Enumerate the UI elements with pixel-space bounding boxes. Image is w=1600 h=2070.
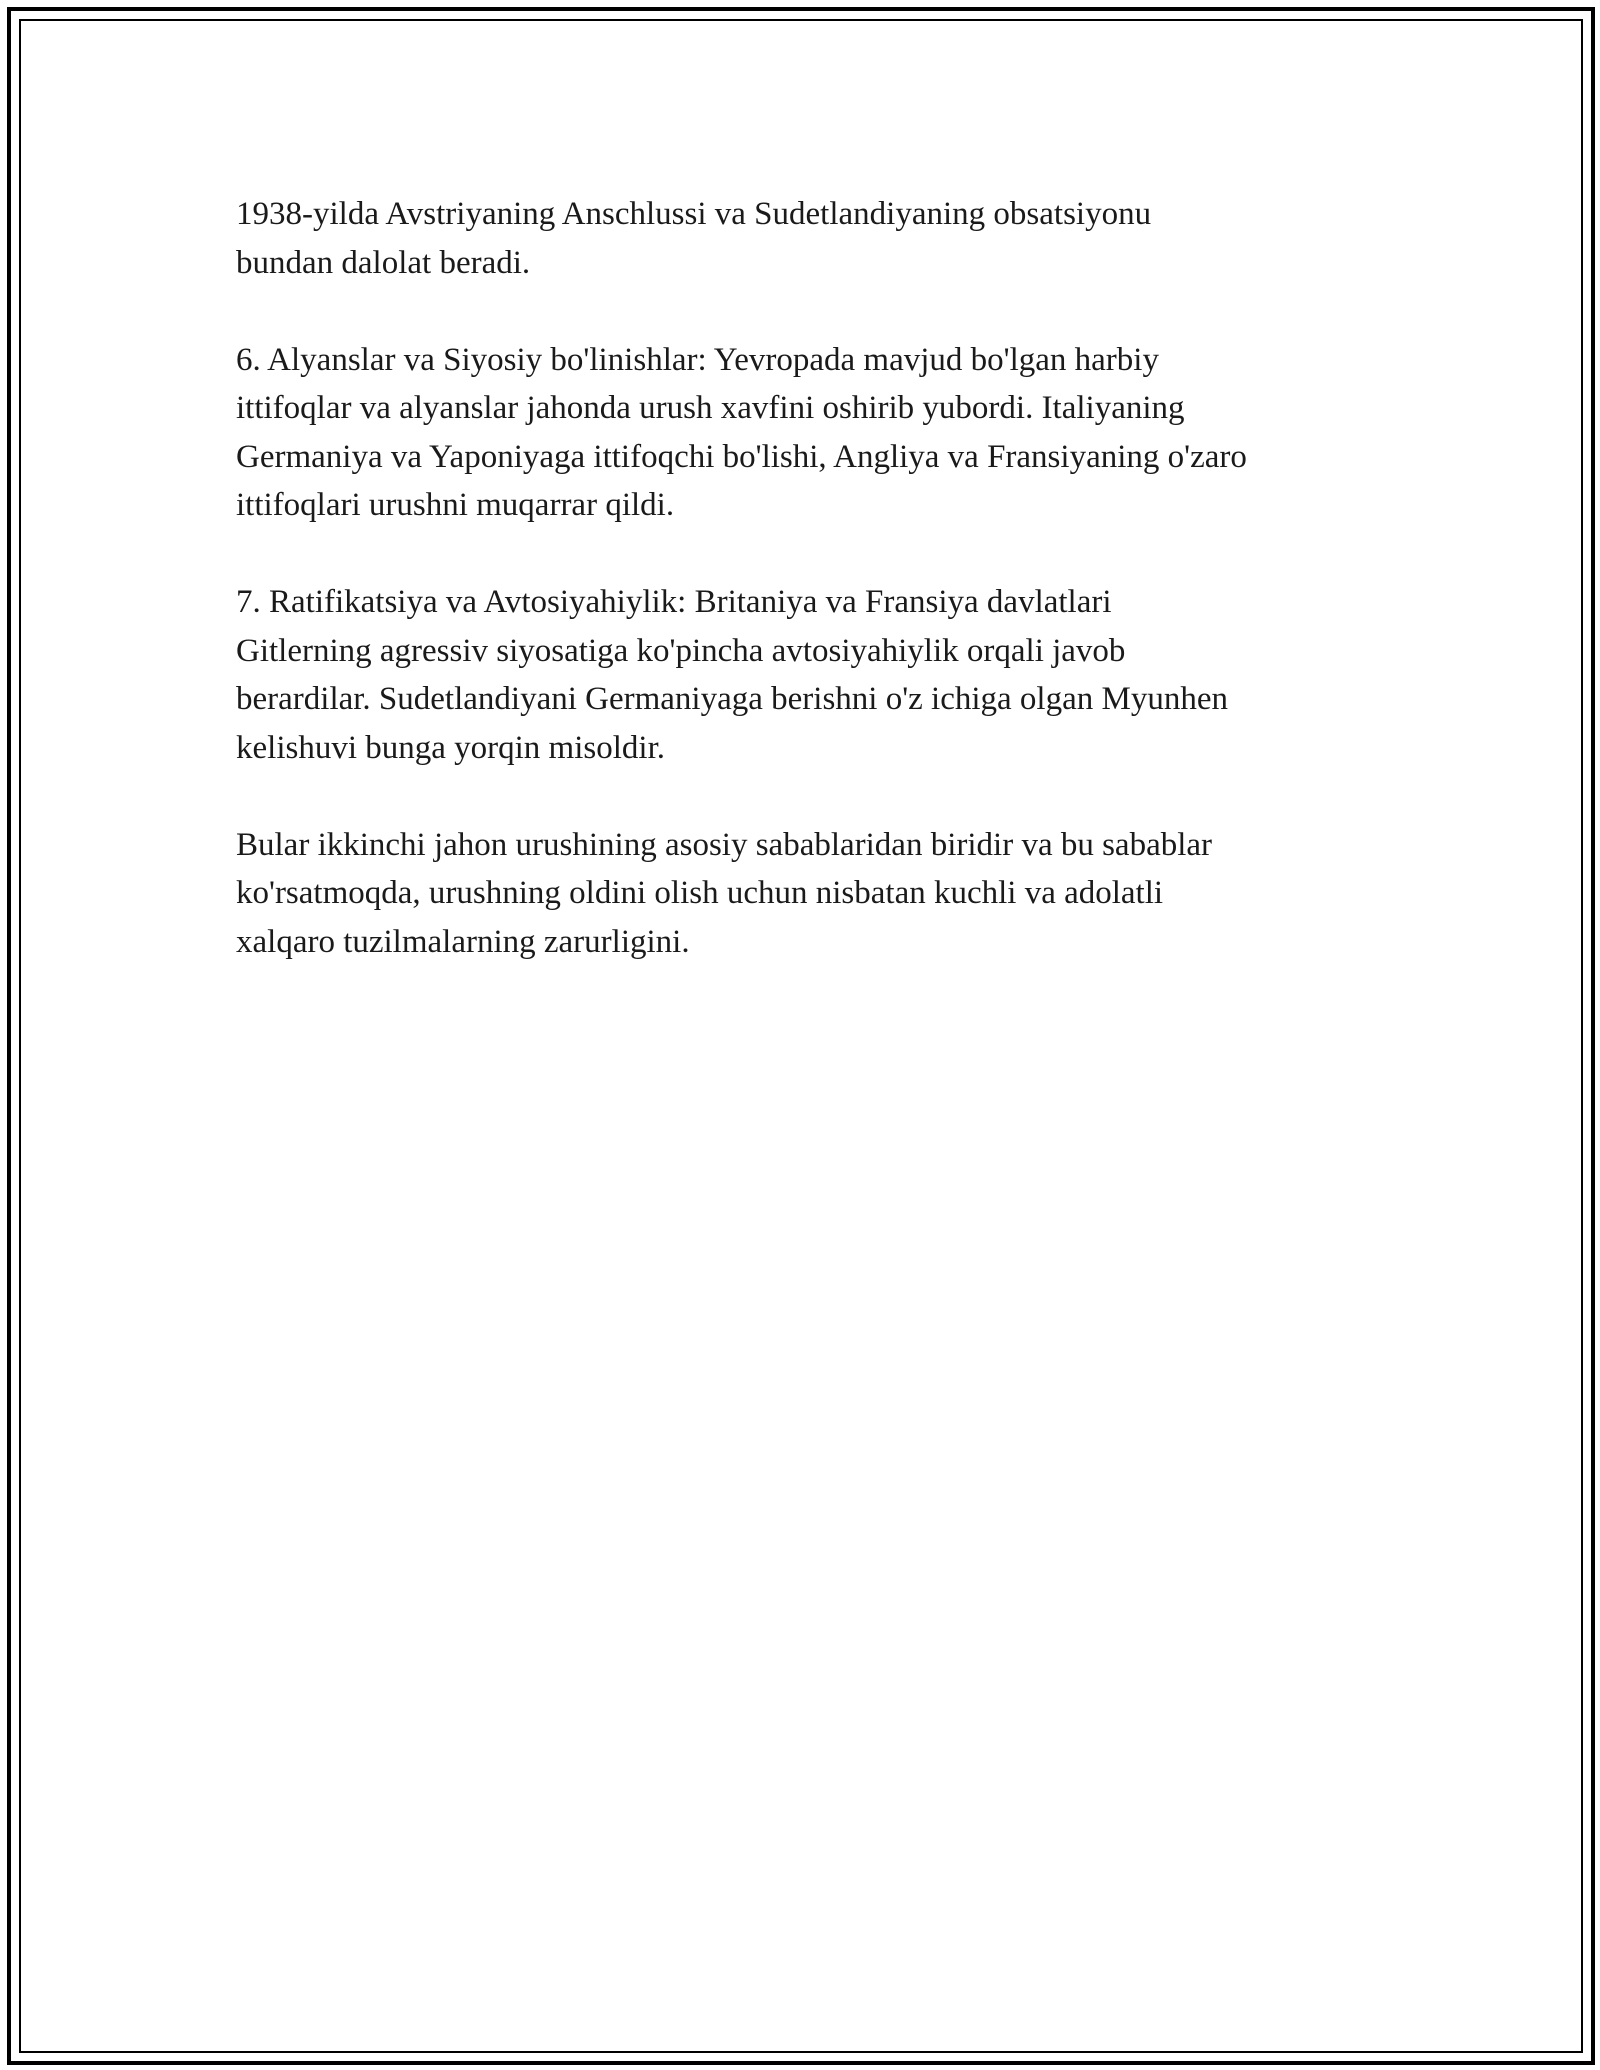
text-line: Bular ikkinchi jahon urushining asosiy sabablaridan biridir va bu sabablar (236, 826, 1213, 863)
text-line: 7. Ratifikatsiya va Avtosiyahiylik: Britaniya va Fransiya davlatlari (236, 584, 1112, 620)
paragraph-conclusion (236, 821, 1386, 967)
paragraph-continuation (236, 190, 1386, 287)
text-line: bundan dalolat beradi. (236, 244, 531, 281)
text-line: ko'rsatmoqda, urushning oldini olish uchun nisbatan kuchli va adolatli (236, 875, 1164, 911)
text-line: 1938-yilda Avstriyaning Anschlussi va Sudetlandiyaning obsatsiyonu (236, 196, 1152, 232)
paragraph-alliances (236, 336, 1386, 530)
text-line: kelishuvi bunga yorqin misoldir. (236, 729, 665, 766)
paragraph-appeasement (236, 578, 1386, 772)
document-body (236, 190, 1386, 966)
text-line: xalqaro tuzilmalarning zarurligini. (236, 923, 690, 960)
text-line: Germaniya va Yaponiyaga ittifoqchi bo'lishi, Angliya va Fransiyaning o'zaro (236, 438, 1247, 475)
text-line: ittifoqlar va alyanslar jahonda urush xavfini oshirib yubordi. Italiyaning (236, 390, 1185, 426)
text-line: Gitlerning agressiv siyosatiga ko'pincha avtosiyahiylik orqali javob (236, 632, 1126, 669)
text-line: 6. Alyanslar va Siyosiy bo'linishlar: Yevropada mavjud bo'lgan harbiy (236, 341, 1159, 378)
text-line: berardilar. Sudetlandiyani Germaniyaga berishni o'z ichiga olgan Myunhen (236, 681, 1228, 717)
text-line: ittifoqlari urushni muqarrar qildi. (236, 487, 675, 523)
